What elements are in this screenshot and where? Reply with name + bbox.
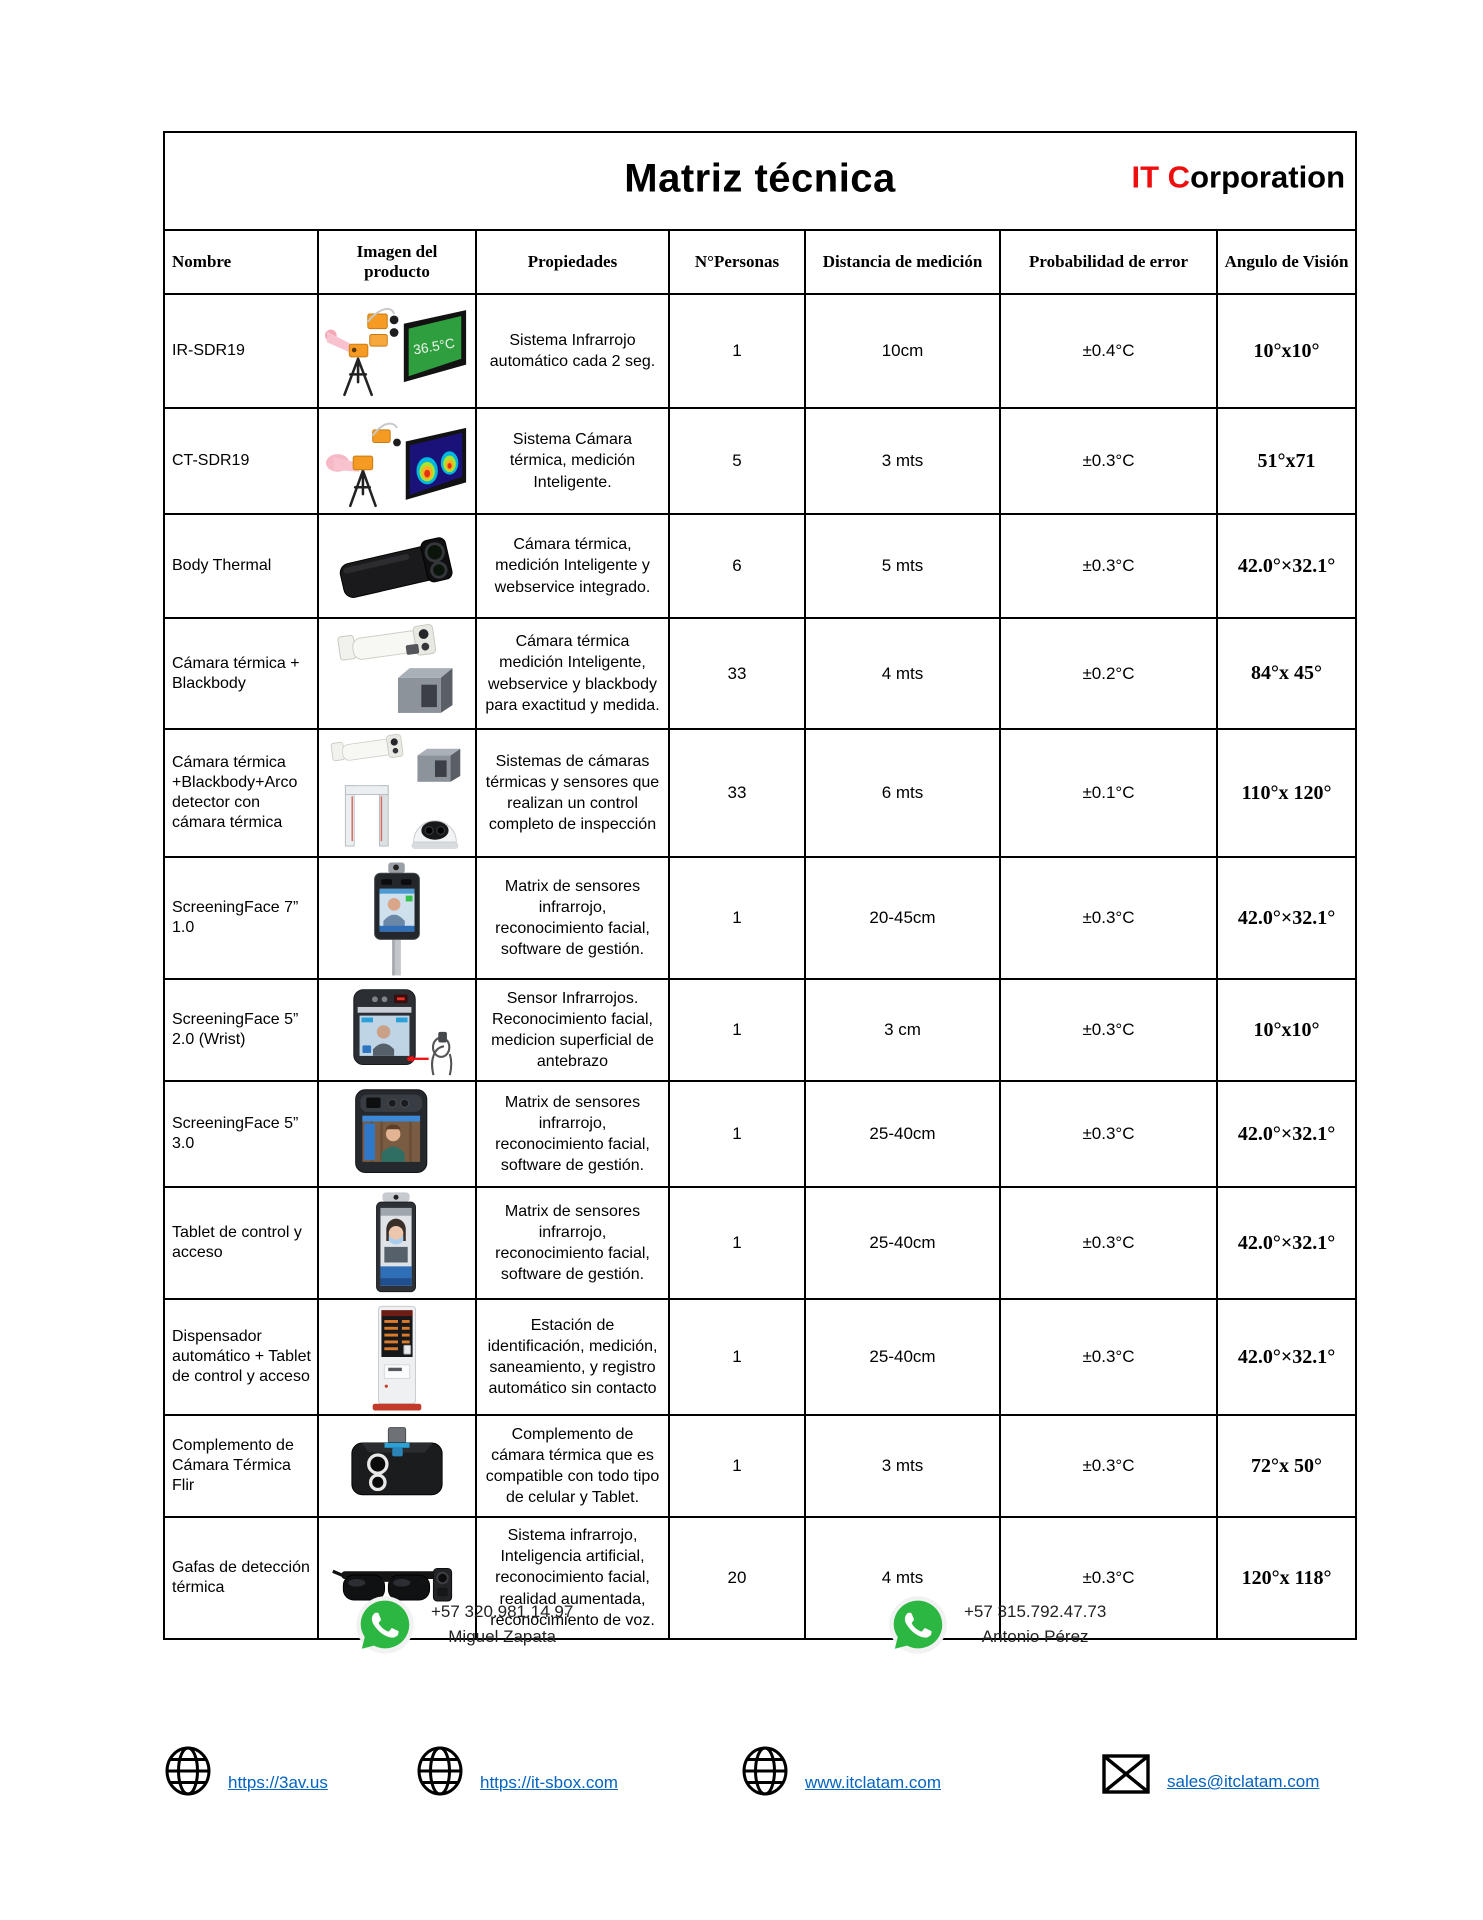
screeningface-5-wrist-product-image	[321, 982, 473, 1078]
cell-imagen	[318, 294, 476, 408]
ir-sdr19-product-image	[321, 301, 473, 401]
camara-blackbody-product-image	[321, 622, 473, 726]
contact-miguel	[355, 1595, 573, 1655]
table-row	[164, 1081, 1356, 1187]
globe-icon	[163, 1745, 213, 1797]
cell-nombre: Complemento de Cámara Térmica Flir	[164, 1415, 318, 1517]
cell-imagen	[318, 729, 476, 857]
cell-imagen	[318, 979, 476, 1081]
table-row	[164, 979, 1356, 1081]
contact-name: Miguel Zapata	[448, 1627, 556, 1646]
table-row	[164, 514, 1356, 618]
cell-propiedades: Sistema Cámara térmica, medición Inteligente.	[476, 408, 669, 514]
cell-imagen	[318, 1187, 476, 1299]
screeningface-7-product-image	[321, 860, 473, 976]
cell-personas: 6	[669, 514, 805, 618]
cell-nombre: Body Thermal	[164, 514, 318, 618]
cell-propiedades: Cámara térmica medición Inteligente, webservice y blackbody para exactitud y medida.	[476, 618, 669, 729]
cell-personas: 20	[669, 1517, 805, 1639]
cell-personas: 1	[669, 1187, 805, 1299]
cell-error: ±0.3°C	[1000, 1081, 1217, 1187]
cell-personas: 1	[669, 1081, 805, 1187]
cell-error: ±0.1°C	[1000, 729, 1217, 857]
cell-angulo: 120°x 118°	[1217, 1517, 1356, 1639]
cell-angulo: 110°x 120°	[1217, 729, 1356, 857]
whatsapp-icon	[355, 1595, 415, 1655]
cell-personas: 33	[669, 729, 805, 857]
tablet-control-acceso-product-image	[321, 1190, 473, 1296]
cell-nombre: ScreeningFace 7” 1.0	[164, 857, 318, 979]
cell-nombre: CT-SDR19	[164, 408, 318, 514]
whatsapp-icon	[888, 1595, 948, 1655]
cell-propiedades: Sistema infrarrojo, Inteligencia artificial, reconocimiento facial, realidad aumentada, reconocimiento de voz.	[476, 1517, 669, 1639]
cell-angulo: 84°x 45°	[1217, 618, 1356, 729]
cell-personas: 1	[669, 857, 805, 979]
cell-distancia: 3 cm	[805, 979, 1000, 1081]
table-row	[164, 857, 1356, 979]
cell-nombre: Tablet de control y acceso	[164, 1187, 318, 1299]
cell-personas: 1	[669, 1299, 805, 1415]
cell-nombre: Cámara térmica + Blackbody	[164, 618, 318, 729]
cell-propiedades: Sistemas de cámaras térmicas y sensores que realizan un control completo de inspección	[476, 729, 669, 857]
logo-red-part: IT C	[1131, 159, 1191, 195]
cell-imagen	[318, 618, 476, 729]
cell-distancia: 5 mts	[805, 514, 1000, 618]
cell-propiedades: Matrix de sensores infrarrojo, reconocimiento facial, software de gestión.	[476, 1081, 669, 1187]
cell-angulo: 72°x 50°	[1217, 1415, 1356, 1517]
logo-black-part: orporation	[1190, 159, 1346, 195]
cell-error: ±0.3°C	[1000, 979, 1217, 1081]
column-header: Distancia de medición	[805, 230, 1000, 294]
column-header: N°Personas	[669, 230, 805, 294]
cell-propiedades: Cámara térmica, medición Inteligente y webservice integrado.	[476, 514, 669, 618]
flir-complemento-product-image	[321, 1418, 473, 1514]
cell-angulo: 51°x71	[1217, 408, 1356, 514]
cell-error: ±0.2°C	[1000, 618, 1217, 729]
cell-angulo: 42.0°×32.1°	[1217, 1299, 1356, 1415]
cell-nombre: ScreeningFace 5” 3.0	[164, 1081, 318, 1187]
cell-angulo: 42.0°×32.1°	[1217, 1081, 1356, 1187]
cell-angulo: 10°x10°	[1217, 979, 1356, 1081]
website-link[interactable]: https://3av.us	[228, 1773, 328, 1792]
cell-error: ±0.3°C	[1000, 408, 1217, 514]
cell-angulo: 42.0°×32.1°	[1217, 514, 1356, 618]
envelope-icon	[1100, 1752, 1152, 1796]
page-title: Matriz técnica	[624, 156, 896, 201]
website-link[interactable]: https://it-sbox.com	[480, 1773, 618, 1792]
cell-imagen	[318, 1081, 476, 1187]
cell-error: ±0.4°C	[1000, 294, 1217, 408]
cell-personas: 1	[669, 1415, 805, 1517]
cell-personas: 1	[669, 294, 805, 408]
table-row	[164, 1187, 1356, 1299]
table-row	[164, 408, 1356, 514]
cell-distancia: 3 mts	[805, 1415, 1000, 1517]
cell-error: ±0.3°C	[1000, 1415, 1217, 1517]
contact-phone: +57 320.981.14.97	[431, 1602, 574, 1622]
website-link[interactable]: www.itclatam.com	[805, 1773, 942, 1792]
dispensador-automatico-product-image	[321, 1302, 473, 1412]
table-row	[164, 618, 1356, 729]
cell-propiedades: Estación de identificación, medición, saneamiento, y registro automático sin contacto	[476, 1299, 669, 1415]
cell-imagen	[318, 857, 476, 979]
website-link-group	[163, 1745, 328, 1797]
contact-antonio	[888, 1595, 1106, 1655]
body-thermal-product-image	[321, 518, 473, 614]
cell-distancia: 10cm	[805, 294, 1000, 408]
cell-nombre: Dispensador automático + Tablet de control y acceso	[164, 1299, 318, 1415]
column-header: Probabilidad de error	[1000, 230, 1217, 294]
cell-distancia: 4 mts	[805, 1517, 1000, 1639]
cell-propiedades: Matrix de sensores infrarrojo, reconocimiento facial, software de gestión.	[476, 857, 669, 979]
cell-error: ±0.3°C	[1000, 857, 1217, 979]
title-row	[164, 132, 1356, 230]
cell-imagen	[318, 408, 476, 514]
website-link-group	[415, 1745, 618, 1797]
cell-angulo: 42.0°×32.1°	[1217, 1187, 1356, 1299]
matrix-table	[163, 131, 1357, 1640]
cell-propiedades: Sensor Infrarrojos. Reconocimiento facial, medicion superficial de antebrazo	[476, 979, 669, 1081]
table-row	[164, 1415, 1356, 1517]
contact-info	[964, 1600, 1106, 1649]
company-logo	[1132, 159, 1346, 195]
globe-icon	[415, 1745, 465, 1797]
cell-angulo: 10°x10°	[1217, 294, 1356, 408]
ct-sdr19-product-image	[321, 411, 473, 511]
cell-nombre: ScreeningFace 5” 2.0 (Wrist)	[164, 979, 318, 1081]
cell-error: ±0.3°C	[1000, 1187, 1217, 1299]
cell-distancia: 3 mts	[805, 408, 1000, 514]
column-header: Propiedades	[476, 230, 669, 294]
cell-nombre: IR-SDR19	[164, 294, 318, 408]
email-link-group	[1100, 1752, 1319, 1796]
website-link-group	[740, 1745, 941, 1797]
table-row	[164, 1299, 1356, 1415]
title-cell	[164, 132, 1356, 230]
email-link[interactable]: sales@itclatam.com	[1167, 1772, 1320, 1791]
cell-personas: 33	[669, 618, 805, 729]
cell-propiedades: Sistema Infrarrojo automático cada 2 seg.	[476, 294, 669, 408]
table-row	[164, 729, 1356, 857]
cell-distancia: 25-40cm	[805, 1299, 1000, 1415]
table-row	[164, 294, 1356, 408]
column-header: Imagen del producto	[318, 230, 476, 294]
cell-propiedades: Complemento de cámara térmica que es compatible con todo tipo de celular y Tablet.	[476, 1415, 669, 1517]
cell-angulo: 42.0°×32.1°	[1217, 857, 1356, 979]
cell-propiedades: Matrix de sensores infrarrojo, reconocimiento facial, software de gestión.	[476, 1187, 669, 1299]
column-header: Angulo de Visión	[1217, 230, 1356, 294]
column-header-row	[164, 230, 1356, 294]
screeningface-5-3-product-image	[321, 1084, 473, 1184]
cell-nombre: Cámara térmica +Blackbody+Arco detector con cámara térmica	[164, 729, 318, 857]
cell-distancia: 4 mts	[805, 618, 1000, 729]
table-row	[164, 1517, 1356, 1639]
contact-phone: +57 315.792.47.73	[964, 1602, 1107, 1622]
contact-info	[431, 1600, 573, 1649]
cell-imagen	[318, 1415, 476, 1517]
column-header: Nombre	[164, 230, 318, 294]
cell-imagen	[318, 1299, 476, 1415]
cell-distancia: 6 mts	[805, 729, 1000, 857]
cell-nombre: Gafas de detección térmica	[164, 1517, 318, 1639]
contact-name: Antonio Pérez	[981, 1627, 1089, 1646]
cell-distancia: 20-45cm	[805, 857, 1000, 979]
cell-error: ±0.3°C	[1000, 1299, 1217, 1415]
cell-personas: 5	[669, 408, 805, 514]
cell-error: ±0.3°C	[1000, 514, 1217, 618]
cell-personas: 1	[669, 979, 805, 1081]
cell-distancia: 25-40cm	[805, 1081, 1000, 1187]
svg-text:36.5°C: 36.5°C	[412, 335, 456, 358]
cell-imagen	[318, 514, 476, 618]
technical-matrix-table	[163, 131, 1355, 1640]
cell-error: ±0.3°C	[1000, 1517, 1217, 1639]
cell-distancia: 25-40cm	[805, 1187, 1000, 1299]
globe-icon	[740, 1745, 790, 1797]
camara-blackbody-arco-product-image	[321, 732, 473, 854]
